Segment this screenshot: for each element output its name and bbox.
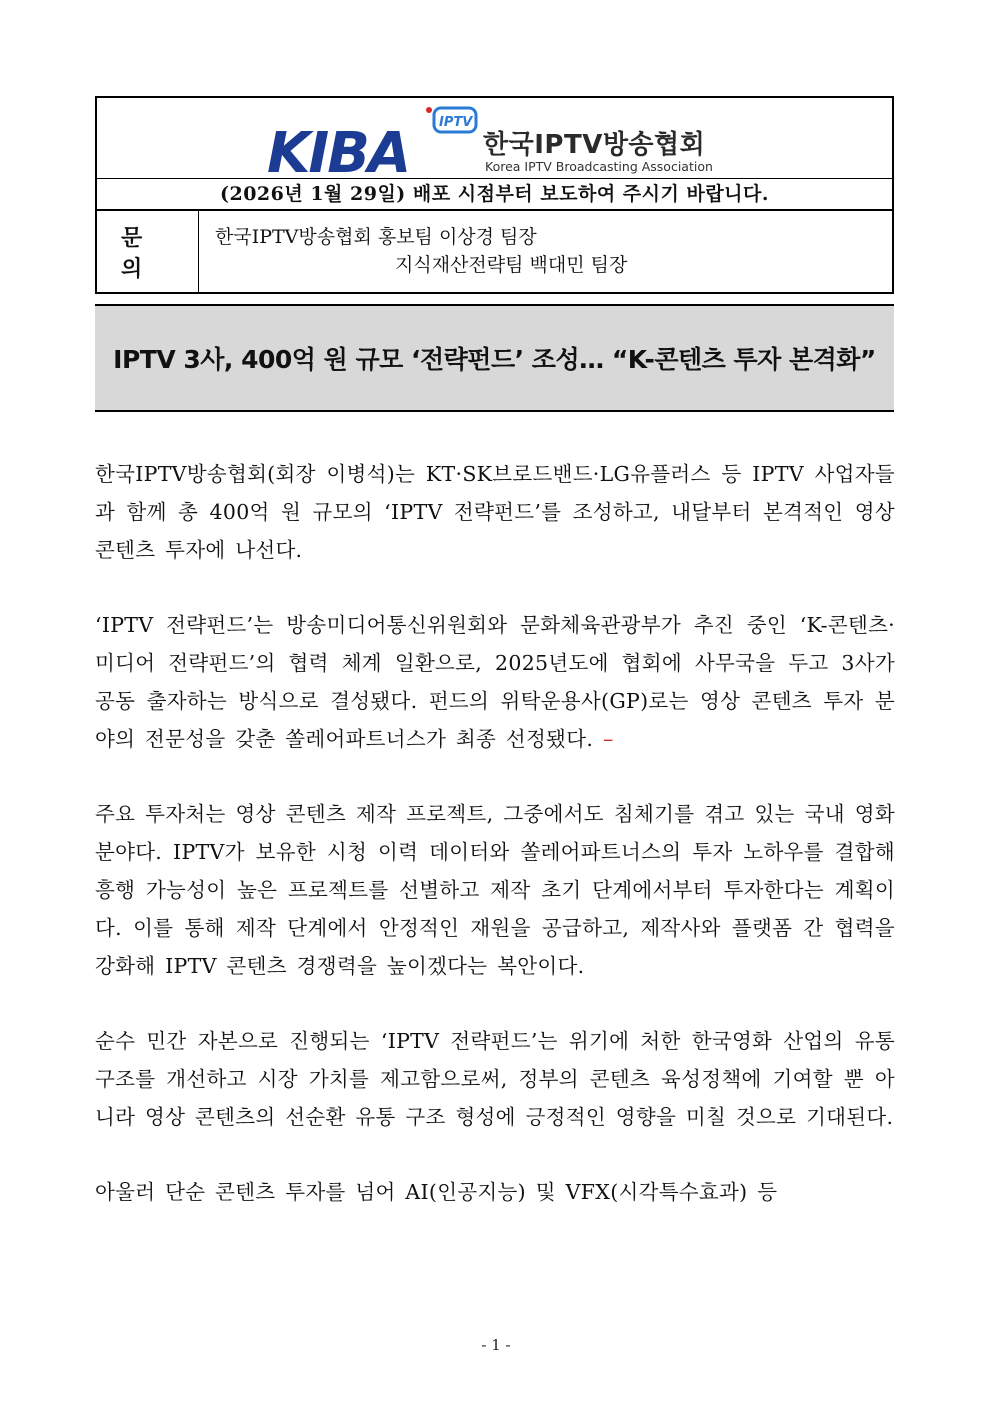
paragraph-2-text: ‘IPTV 전략펀드’는 방송미디어통신위원회와 문화체육관광부가 추진 중인 ‘K-콘텐츠·미디어 전략펀드’의 협력 체계 일환으로, 2025년도에 협회에 사무국을 두고 3사가 공동 출자하는 방식으로 결성됐다. 펀드의 위탁운용사(GP)로는 영상 콘텐츠 투자 분야의 전문성을 갖춘 쏠레어파트너스가 최종 선정됐다.	[95, 613, 895, 751]
contact-line-pr-team: 한국IPTV방송협회 홍보팀 이상경 팀장	[215, 226, 537, 248]
contact-lines	[199, 211, 892, 292]
press-header-table	[95, 96, 894, 294]
iptv-badge-icon	[426, 107, 476, 132]
release-notice: (2026년 1월 29일) 배포 시점부터 보도하여 주시기 바랍니다.	[97, 179, 892, 211]
paragraph-5: 아울러 단순 콘텐츠 투자를 넘어 AI(인공지능) 및 VFX(시각특수효과) 등	[95, 1180, 778, 1204]
org-name-english: Korea IPTV Broadcasting Association	[485, 159, 713, 174]
svg-text:KIBA: KIBA	[267, 121, 410, 178]
edit-mark: –	[603, 727, 614, 751]
article-body	[95, 455, 895, 1248]
contact-row	[97, 211, 892, 292]
kiba-logo	[267, 102, 487, 178]
headline-box	[95, 304, 894, 412]
headline: IPTV 3사, 400억 원 규모 ‘전략펀드’ 조성… “K-콘텐츠 투자 본격화”	[113, 345, 876, 374]
svg-text:IPTV: IPTV	[439, 115, 473, 130]
contact-line-ip-team: 지식재산전략팀 백대민 팀장	[395, 254, 628, 276]
paragraph-4: 순수 민간 자본으로 진행되는 ‘IPTV 전략펀드’는 위기에 처한 한국영화 산업의 유통 구조를 개선하고 시장 가치를 제고함으로써, 정부의 콘텐츠 육성정책에 기여할 뿐 아니라 영상 콘텐츠의 선순환 유통 구조 형성에 긍정적인 영향을 미칠 것으로 기대된다.	[95, 1029, 895, 1129]
paragraph-3: 주요 투자처는 영상 콘텐츠 제작 프로젝트, 그중에서도 침체기를 겪고 있는 국내 영화 분야다. IPTV가 보유한 시청 이력 데이터와 쏠레어파트너스의 투자 노하우를 결합해 흥행 가능성이 높은 프로젝트를 선별하고 제작 초기 단계에서부터 투자한다는 계획이다. 이를 통해 제작 단계에서 안정적인 재원을 공급하고, 제작사와 플랫폼 간 협력을 강화해 IPTV 콘텐츠 경쟁력을 높이겠다는 복안이다.	[95, 802, 895, 978]
contact-label: 문 의	[97, 211, 199, 292]
page-number: - 1 -	[481, 1336, 511, 1354]
paragraph-2	[95, 606, 895, 758]
logo-row	[97, 98, 892, 179]
paragraph-1: 한국IPTV방송협회(회장 이병석)는 KT·SK브로드밴드·LG유플러스 등 IPTV 사업자들과 함께 총 400억 원 규모의 ‘IPTV 전략펀드’를 조성하고, 내달부터 본격적인 영상 콘텐츠 투자에 나선다.	[95, 462, 895, 562]
org-name-korean: 한국IPTV방송협회	[483, 130, 706, 160]
